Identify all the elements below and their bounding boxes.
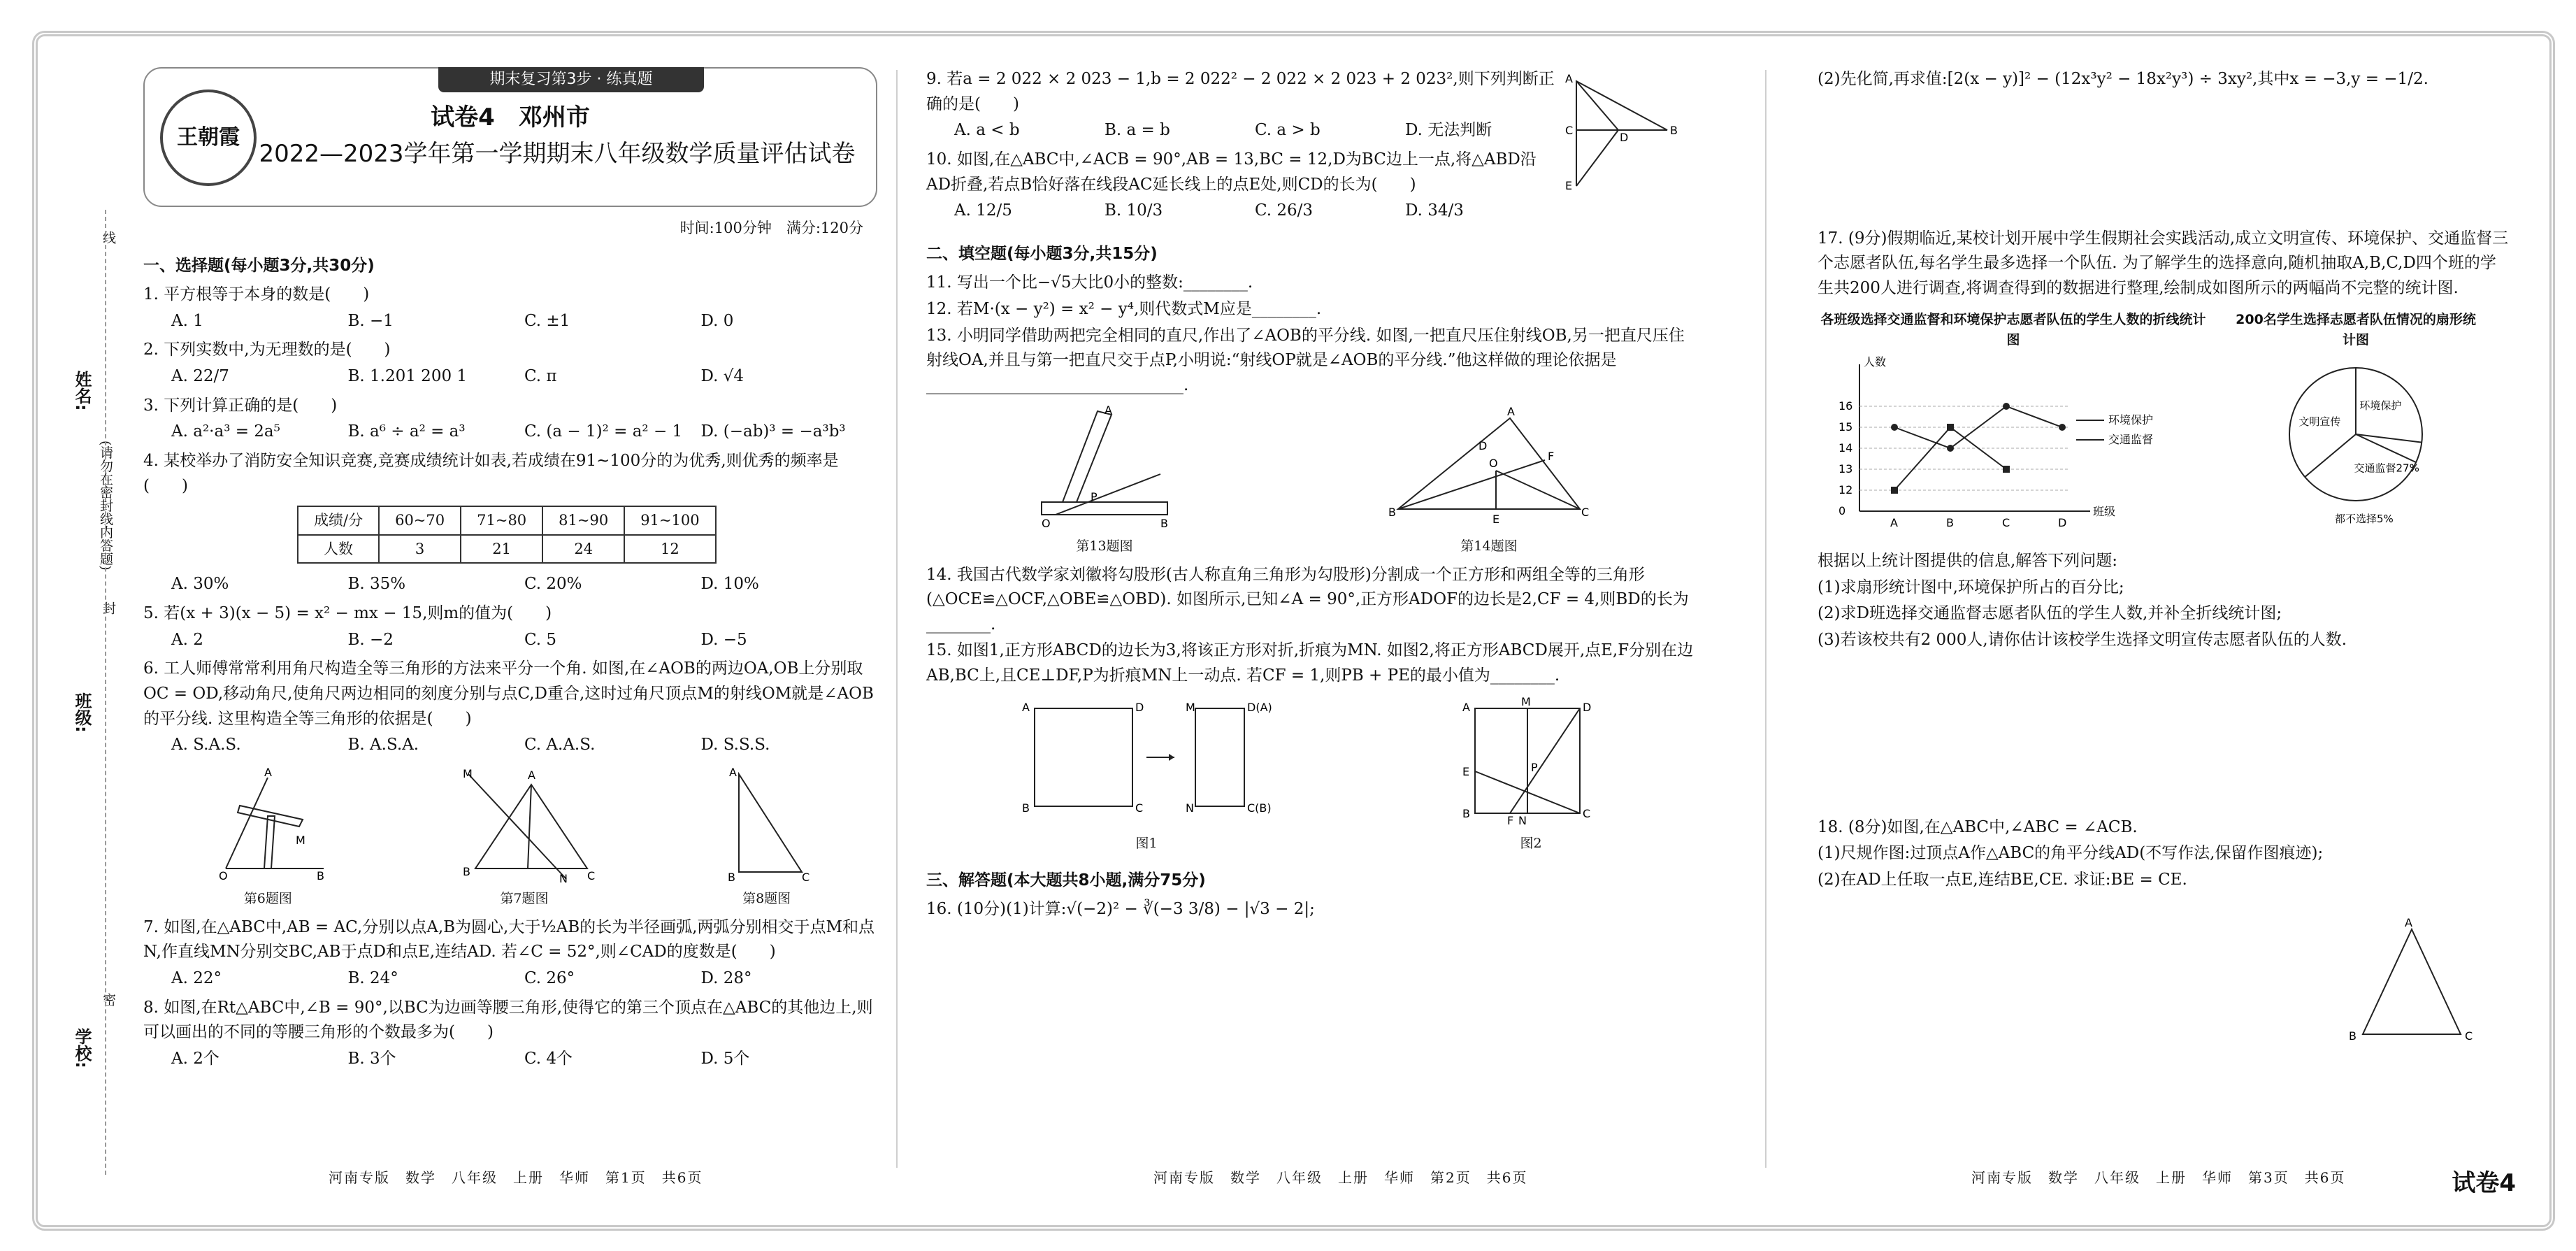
option[interactable]: C. ±1 <box>524 311 570 330</box>
option[interactable]: B. 1.201 200 1 <box>347 367 468 386</box>
svg-text:C: C <box>801 870 810 882</box>
svg-text:C: C <box>2465 1029 2473 1043</box>
svg-text:A: A <box>1104 403 1112 417</box>
option[interactable]: B. 24° <box>347 969 398 988</box>
question-3: 3. 下列计算正确的是( ) <box>143 396 338 415</box>
svg-text:D: D <box>1583 700 1592 714</box>
answer-space <box>1818 655 2510 815</box>
option[interactable]: C. 26° <box>524 969 575 988</box>
question-18: 18. (8分)如图,在△ABC中,∠ABC = ∠ACB. <box>1818 817 2138 836</box>
data-point <box>2003 466 2010 473</box>
column-divider-1 <box>896 70 898 1168</box>
paper-title: 2022—2023学年第一学期期末八年级数学质量评估试卷 <box>259 140 856 168</box>
options-7 <box>171 966 877 992</box>
ruler-bisector-diagram <box>1028 404 1181 530</box>
figure-caption: 图1 <box>1135 836 1158 852</box>
x-axis-label: 班级 <box>2093 505 2116 519</box>
question-17: 17. (9分)假期临近,某校计划开展中学生假期社会实践活动,成立文明宣传、环境保护、交通监督三个志愿者队伍,每名学生最多选择一个队伍. 为了解学生的选择意向,随机抽取A,B,C,D四个班的学生共200人进行调查,将调查得到的数据进行整理,绘制成如图所示的两幅尚不完整的统计图. <box>1818 229 2509 297</box>
option[interactable]: A. 2个 <box>171 1049 220 1068</box>
svg-text:E: E <box>1492 512 1500 526</box>
paper-header <box>143 67 877 207</box>
q9-q10-text <box>926 67 1555 228</box>
svg-text:O: O <box>1042 516 1051 530</box>
svg-text:D(A): D(A) <box>1247 700 1272 714</box>
svg-text:N: N <box>559 871 568 882</box>
question-17-prompt: 根据以上统计图提供的信息,解答下列问题: <box>1818 552 2118 571</box>
section-3-title: 三、解答题(本大题共8小题,满分75分) <box>926 871 1206 889</box>
svg-text:B: B <box>317 868 325 882</box>
binding-sidebar <box>49 210 126 1175</box>
svg-text:M: M <box>1521 694 1531 708</box>
svg-text:A: A <box>1462 700 1470 714</box>
figure-18 <box>2307 915 2517 1048</box>
svg-text:C: C <box>1581 505 1590 519</box>
options-9 <box>954 118 1555 143</box>
svg-text:A: A <box>1507 404 1515 418</box>
option[interactable]: C. π <box>524 367 557 386</box>
option[interactable]: B. −1 <box>347 311 394 330</box>
option[interactable]: A. a < b <box>954 121 1020 140</box>
option[interactable]: B. 10/3 <box>1104 201 1163 220</box>
question-11: 11. 写出一个比−√5大比0小的整数:________. <box>926 273 1253 292</box>
right-triangle-diagram <box>711 764 823 882</box>
svg-text:A: A <box>728 765 737 779</box>
fold-square-diagram <box>1014 694 1279 827</box>
options-4 <box>171 572 877 597</box>
data-point <box>1891 424 1898 431</box>
option[interactable]: D. S.S.S. <box>700 736 770 755</box>
figure-13 <box>1028 404 1181 557</box>
seal-line <box>105 210 106 1175</box>
question-15: 15. 如图1,正方形ABCD的边长为3,将该正方形对折,折痕为MN. 如图2,将正方形ABCD展开,点E,F分别在边AB,BC上,且CE⊥DF,P为折痕MN上一动点. 若CF = 1,则PB + PE的最小值为________. <box>926 641 1694 685</box>
table-cell: 91~100 <box>624 506 715 535</box>
school-label: 学校: <box>72 1028 92 1068</box>
line-chart-panel <box>1818 310 2209 541</box>
question-12: 12. 若M·(x − y²) = x² − y⁴,则代数式M应是________. <box>926 300 1322 319</box>
option[interactable]: C. 5 <box>524 630 557 649</box>
table-cell: 60~70 <box>379 506 461 535</box>
pie-chart-title: 200名学生选择志愿者队伍情况的扇形统计图 <box>2236 311 2476 348</box>
svg-text:C(B): C(B) <box>1247 801 1272 815</box>
table-cell: 81~90 <box>542 506 624 535</box>
figure-14 <box>1384 404 1594 557</box>
x-tick-label: D <box>2058 516 2067 530</box>
y-tick-label: 16 <box>1839 399 1853 413</box>
data-point <box>2003 403 2010 410</box>
figure-caption: 第7题图 <box>500 891 549 907</box>
logo-text: 王朝霞 <box>177 124 240 150</box>
option[interactable]: B. a⁶ ÷ a² = a³ <box>347 422 466 441</box>
svg-text:B: B <box>462 864 470 878</box>
options-6 <box>171 733 877 758</box>
svg-text:E: E <box>1462 764 1470 778</box>
score-table <box>297 506 717 564</box>
svg-text:B: B <box>1670 124 1678 137</box>
y-tick-label: 12 <box>1839 483 1853 497</box>
option[interactable]: D. 5个 <box>700 1049 750 1068</box>
question-7: 7. 如图,在△ABC中,AB = AC,分别以点A,B为圆心,大于½AB的长为半径画弧,两弧分别相交于点M和点N,作直线MN分别交BC,AB于点D和点E,连结AD. 若∠C = 52°,则∠CAD的度数是( ) <box>143 917 875 962</box>
footer-page-2: 河南专版 数学 八年级 上册 华师 第2页 共6页 <box>1153 1169 1528 1186</box>
option[interactable]: B. 35% <box>347 575 406 594</box>
question-9: 9. 若a = 2 022 × 2 023 − 1,b = 2 022² − 2 022 × 2 023 + 2 023²,则下列判断正确的是( ) <box>926 70 1555 113</box>
x-tick-label: B <box>1946 516 1954 530</box>
triangle-bisector-diagram <box>447 764 601 882</box>
figures-13-14 <box>926 404 1695 557</box>
column-2 <box>926 67 1695 1179</box>
seal-char-2: 封 <box>101 601 116 615</box>
footer-page-3: 河南专版 数学 八年级 上册 华师 第3页 共6页 <box>1971 1169 2346 1186</box>
table-cell: 24 <box>542 535 624 564</box>
figures-6-8 <box>143 764 877 910</box>
option[interactable]: A. 12/5 <box>954 201 1012 220</box>
svg-text:N: N <box>1186 801 1194 815</box>
svg-text:D: D <box>1135 700 1144 714</box>
pie-slice-label: 都不选择5% <box>2335 513 2394 526</box>
option[interactable]: D. 10% <box>700 575 759 594</box>
paper-number: 试卷4 邓州市 <box>431 103 590 131</box>
options-3 <box>171 420 877 445</box>
question-16-part2: (2)先化简,再求值:[2(x − y)]² − (12x³y² − 18x²y³) ÷ 3xy²,其中x = −3,y = −1/2. <box>1818 70 2429 88</box>
answer-space <box>1818 94 2510 227</box>
option[interactable]: A. S.A.S. <box>171 736 241 755</box>
q9-q10-block <box>926 67 1695 228</box>
pie-chart <box>2230 350 2482 532</box>
svg-text:B: B <box>1160 516 1168 530</box>
svg-text:C: C <box>587 868 596 882</box>
figure-caption: 图2 <box>1520 836 1542 852</box>
svg-text:C: C <box>1135 801 1144 815</box>
table-cell: 3 <box>379 535 461 564</box>
question-14: 14. 我国古代数学家刘徽将勾股形(古人称直角三角形为勾股形)分割成一个正方形和两组全等的三角形(△OCE≌△OCF,△OBE≌△OBD). 如图所示,已知∠A = 90°,正方形ADOF的边长是2,CF = 4,则BD的长为________. <box>926 565 1689 634</box>
svg-text:A: A <box>2405 915 2412 929</box>
question-5: 5. 若(x + 3)(x − 5) = x² − mx − 15,则m的值为( ) <box>143 604 552 623</box>
legend-label: 环境保护 <box>2108 413 2154 427</box>
pie-chart-panel <box>2230 310 2482 541</box>
angle-ruler-diagram <box>198 764 338 882</box>
svg-text:C: C <box>1583 806 1591 820</box>
y-axis-label: 人数 <box>1864 355 1887 369</box>
question-18-part1: (1)尺规作图:过顶点A作△ABC的角平分线AD(不写作法,保留作图痕迹); <box>1818 844 2324 863</box>
option[interactable]: A. 1 <box>171 311 203 330</box>
option[interactable]: D. 无法判断 <box>1405 121 1492 140</box>
svg-text:D: D <box>1620 131 1629 144</box>
option[interactable]: D. (−ab)³ = −a³b³ <box>700 422 846 441</box>
table-cell: 人数 <box>298 535 379 564</box>
data-point <box>2059 424 2066 431</box>
svg-text:C: C <box>1565 124 1574 137</box>
question-13: 13. 小明同学借助两把完全相同的直尺,作出了∠AOB的平分线. 如图,一把直尺压住射线OB,另一把直尺压住射线OA,并且与第一把直尺交于点P,小明说:“射线OP就是∠AOB的平分线.”他这样做的理论依据是________________________________. <box>926 326 1685 395</box>
svg-text:B: B <box>1462 806 1470 820</box>
section-1-title: 一、选择题(每小题3分,共30分) <box>143 256 375 275</box>
option[interactable]: C. 26/3 <box>1255 201 1314 220</box>
option[interactable]: B. A.S.A. <box>347 736 419 755</box>
option[interactable]: C. 4个 <box>524 1049 573 1068</box>
options-10 <box>954 199 1555 224</box>
option[interactable]: B. 3个 <box>347 1049 396 1068</box>
question-2: 2. 下列实数中,为无理数的是( ) <box>143 341 391 359</box>
data-point <box>1947 445 1954 452</box>
figure-15-2 <box>1454 694 1608 855</box>
figure-caption: 第6题图 <box>243 891 292 907</box>
svg-text:A: A <box>1565 72 1573 85</box>
footer-page-1: 河南专版 数学 八年级 上册 华师 第1页 共6页 <box>329 1169 703 1186</box>
svg-text:B: B <box>727 870 735 882</box>
svg-text:A: A <box>527 768 535 782</box>
time-score: 时间:100分钟 满分:120分 <box>679 220 863 236</box>
column-3 <box>1818 67 2510 1179</box>
data-point <box>1891 487 1898 494</box>
svg-text:D: D <box>1478 438 1488 452</box>
x-tick-label: C <box>2002 516 2010 530</box>
figure-8 <box>711 764 823 910</box>
line-chart-title: 各班级选择交通监督和环境保护志愿者队伍的学生人数的折线统计图 <box>1820 311 2206 348</box>
y-tick-label: 13 <box>1839 462 1853 476</box>
option[interactable]: A. 30% <box>171 575 229 594</box>
svg-text:M: M <box>296 833 306 847</box>
name-label: 姓名: <box>72 371 92 411</box>
x-tick-label: A <box>1890 516 1898 530</box>
option[interactable]: C. a > b <box>1255 121 1321 140</box>
review-banner: 期末复习第3步 · 练真题 <box>438 67 704 92</box>
option[interactable]: C. 20% <box>524 575 582 594</box>
figure-10 <box>1555 67 1695 193</box>
option[interactable]: B. a = b <box>1104 121 1170 140</box>
figure-caption: 第13题图 <box>1076 538 1133 555</box>
option[interactable]: A. 22/7 <box>171 367 229 386</box>
paper-corner-title: 试卷4 <box>2452 1169 2516 1197</box>
data-point <box>1947 424 1954 431</box>
question-16: 16. (10分)(1)计算:√(−2)² − ∛(−3 3/8) − |√3 − 2|; <box>926 900 1315 919</box>
option[interactable]: A. 22° <box>171 969 222 988</box>
svg-text:B: B <box>2349 1029 2356 1043</box>
svg-text:E: E <box>1565 179 1573 192</box>
svg-text:F: F <box>1507 813 1514 827</box>
svg-text:M: M <box>462 766 473 780</box>
column-divider-2 <box>1765 70 1766 1168</box>
svg-text:N: N <box>1518 813 1527 827</box>
class-label: 班级: <box>72 692 92 733</box>
option[interactable]: D. √4 <box>700 367 744 386</box>
pie-slice-label: 文明宣传 <box>2298 415 2341 429</box>
svg-text:F: F <box>1548 449 1555 463</box>
option[interactable]: D. −5 <box>700 630 747 649</box>
figure-15-1 <box>1014 694 1279 855</box>
question-17-part3: (3)若该校共有2 000人,请你估计该校学生选择文明宣传志愿者队伍的人数. <box>1818 631 2347 649</box>
legend-label: 交通监督 <box>2108 433 2154 447</box>
line-chart <box>1818 350 2209 532</box>
section-2-title: 二、填空题(每小题3分,共15分) <box>926 244 1158 263</box>
figures-15 <box>926 694 1695 855</box>
option[interactable]: D. 0 <box>700 311 734 330</box>
pie-slice-label: 环境保护 <box>2359 399 2402 413</box>
series-line <box>1894 427 2006 490</box>
figure-6 <box>198 764 338 910</box>
option[interactable]: B. −2 <box>347 630 394 649</box>
y-tick-label: 0 <box>1839 504 1846 518</box>
option[interactable]: A. a²·a³ = 2a⁵ <box>171 422 280 441</box>
square-diagram-2 <box>1454 694 1608 827</box>
table-cell: 12 <box>624 535 715 564</box>
svg-text:P: P <box>1091 489 1098 503</box>
svg-text:B: B <box>1388 505 1396 519</box>
svg-text:P: P <box>1531 760 1538 774</box>
question-4: 4. 某校举办了消防安全知识竞赛,竞赛成绩统计如表,若成绩在91~100分的为优秀,则优秀的频率是( ) <box>143 452 839 495</box>
question-10: 10. 如图,在△ABC中,∠ACB = 90°,AB = 13,BC = 12,D为BC边上一点,将△ABD沿AD折叠,若点B恰好落在线段AC延长线上的点E处,则CD的长为( ) <box>926 150 1537 194</box>
table-row <box>298 535 716 564</box>
option[interactable]: C. (a − 1)² = a² − 1 <box>524 422 683 441</box>
question-8: 8. 如图,在Rt△ABC中,∠B = 90°,以BC为边画等腰三角形,使得它的第三个顶点在△ABC的其他边上,则可以画出的不同的等腰三角形的个数最多为( ) <box>143 998 873 1042</box>
pie-slice-edge <box>2305 434 2356 477</box>
figure-caption: 第14题图 <box>1460 538 1518 555</box>
question-6: 6. 工人师傅常常利用角尺构造全等三角形的方法来平分一个角. 如图,在∠AOB的两边OA,OB上分别取OC = OD,移动角尺,使角尺两边相同的刻度分别与点C,D重合,这时过角尺顶点M的射线OM就是∠AOB的平分线. 这里构造全等三角形的依据是( ) <box>143 659 874 728</box>
charts-17 <box>1818 310 2510 541</box>
seal-note: (请勿在密封线内答题) <box>98 441 113 571</box>
pie-slice-label: 交通监督27% <box>2354 462 2419 476</box>
seal-char-1: 线 <box>101 231 116 244</box>
svg-text:O: O <box>219 868 228 882</box>
svg-text:B: B <box>1022 801 1030 815</box>
table-cell: 成绩/分 <box>298 506 379 535</box>
question-18-part2: (2)在AD上任取一点E,连结BE,CE. 求证:BE = CE. <box>1818 870 2187 889</box>
question-1: 1. 平方根等于本身的数是( ) <box>143 285 370 304</box>
options-1 <box>171 309 877 334</box>
option[interactable]: D. 34/3 <box>1405 201 1464 220</box>
options-2 <box>171 364 877 389</box>
svg-text:M: M <box>1186 700 1195 714</box>
option[interactable]: C. A.A.S. <box>524 736 596 755</box>
options-5 <box>171 628 877 653</box>
seal-char-3: 密 <box>101 993 116 1006</box>
option[interactable]: D. 28° <box>700 969 752 988</box>
question-17-part1: (1)求扇形统计图中,环境保护所占的百分比; <box>1818 578 2124 596</box>
svg-text:O: O <box>1489 456 1498 470</box>
question-17-part2: (2)求D班选择交通监督志愿者队伍的学生人数,并补全折线统计图; <box>1818 604 2282 623</box>
svg-text:A: A <box>1022 700 1030 714</box>
y-tick-label: 14 <box>1839 441 1853 455</box>
options-8 <box>171 1047 877 1072</box>
svg-text:A: A <box>264 765 273 779</box>
column-1 <box>143 67 877 1179</box>
y-tick-label: 15 <box>1839 420 1853 434</box>
figure-caption: 第8题图 <box>742 891 791 907</box>
liu-hui-diagram <box>1384 404 1594 530</box>
option[interactable]: A. 2 <box>171 630 203 649</box>
table-cell: 21 <box>461 535 542 564</box>
table-row <box>298 506 716 535</box>
table-cell: 71~80 <box>461 506 542 535</box>
figure-7 <box>447 764 601 910</box>
